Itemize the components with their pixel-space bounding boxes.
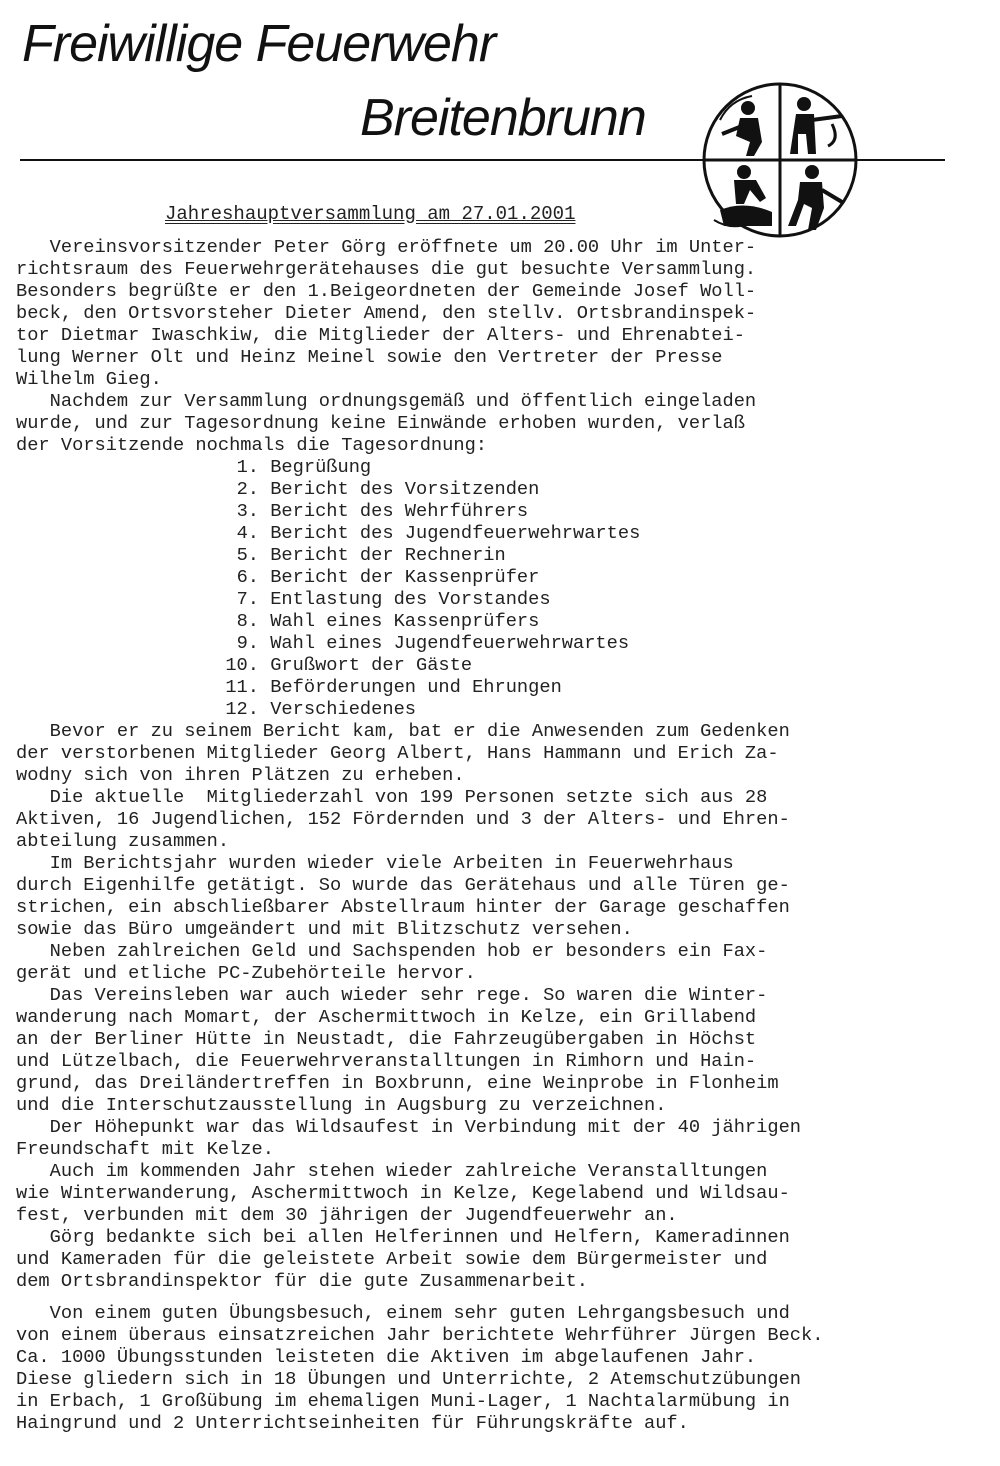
text-line: Ca. 1000 Übungsstunden leisteten die Aktiven im abgelaufenen Jahr. xyxy=(16,1346,757,1368)
agenda-item xyxy=(16,500,986,522)
text-line: tor Dietmar Iwaschkiw, die Mitglieder der Alters- und Ehrenabtei- xyxy=(16,324,745,346)
document-title: Jahreshauptversammlung am 27.01.2001 xyxy=(165,203,576,225)
agenda-text: Grußwort der Gäste xyxy=(270,654,473,676)
text-line: und Kameraden für die geleistete Arbeit sowie dem Bürgermeister und xyxy=(16,1248,768,1270)
text-line: Von einem guten Übungsbesuch, einem sehr guten Lehrgangsbesuch und xyxy=(16,1302,790,1324)
text-line: Diese gliedern sich in 18 Übungen und Unterrichte, 2 Atemschutzübungen xyxy=(16,1368,802,1390)
text-line: Bevor er zu seinem Bericht kam, bat er die Anwesenden zum Gedenken xyxy=(16,720,790,742)
closing-paragraph xyxy=(16,1302,986,1434)
agenda-item xyxy=(16,566,986,588)
agenda-item xyxy=(16,632,986,654)
text-line: und die Interschutzausstellung in Augsburg zu verzeichnen. xyxy=(16,1094,667,1116)
agenda-item xyxy=(16,522,986,544)
agenda-number: 8. xyxy=(236,610,259,632)
text-line: und Lützelbach, die Feuerwehrveranstalltungen in Rimhorn und Hain- xyxy=(16,1050,757,1072)
text-line: fest, verbunden mit dem 30 jährigen der Jugendfeuerwehr an. xyxy=(16,1204,678,1226)
agenda-text: Bericht des Wehrführers xyxy=(270,500,529,522)
text-line: lung Werner Olt und Heinz Meinel sowie den Vertreter der Presse xyxy=(16,346,723,368)
org-title-line2: Breitenbrunn xyxy=(360,89,646,147)
text-line: Neben zahlreichen Geld und Sachspenden hob er besonders ein Fax- xyxy=(16,940,768,962)
text-line: wie Winterwanderung, Aschermittwoch in Kelze, Kegelabend und Wildsau- xyxy=(16,1182,790,1204)
text-line: Vereinsvorsitzender Peter Görg eröffnete um 20.00 Uhr im Unter- xyxy=(16,236,757,258)
text-line: Nachdem zur Versammlung ordnungsgemäß und öffentlich eingeladen xyxy=(16,390,757,412)
text-line: durch Eigenhilfe getätigt. So wurde das Gerätehaus und alle Türen ge- xyxy=(16,874,790,896)
text-line: Der Höhepunkt war das Wildsaufest in Verbindung mit der 40 jährigen xyxy=(16,1116,802,1138)
agenda-number: 7. xyxy=(236,588,259,610)
agenda-text: Bericht des Jugendfeuerwehrwartes xyxy=(270,522,641,544)
agenda-item xyxy=(16,588,986,610)
text-line: strichen, ein abschließbarer Abstellraum hinter der Garage geschaffen xyxy=(16,896,790,918)
agenda-item xyxy=(16,698,986,720)
agenda-item xyxy=(16,544,986,566)
text-line: Das Vereinsleben war auch wieder sehr rege. So waren die Winter- xyxy=(16,984,768,1006)
agenda-number: 2. xyxy=(236,478,259,500)
agenda-number: 6. xyxy=(236,566,259,588)
agenda-item xyxy=(16,610,986,632)
document-body xyxy=(16,236,986,1434)
agenda-text: Verschiedenes xyxy=(270,698,417,720)
text-line: Freundschaft mit Kelze. xyxy=(16,1138,274,1160)
text-line: sowie das Büro umgeändert und mit Blitzschutz versehen. xyxy=(16,918,633,940)
text-line: Aktiven, 16 Jugendlichen, 152 Fördernden und 3 der Alters- und Ehren- xyxy=(16,808,790,830)
agenda-text: Beförderungen und Ehrungen xyxy=(270,676,562,698)
agenda-number: 1. xyxy=(236,456,259,478)
text-line: wurde, und zur Tagesordnung keine Einwände erhoben wurden, verlaß xyxy=(16,412,745,434)
text-line: an der Berliner Hütte in Neustadt, die Fahrzeugübergaben in Höchst xyxy=(16,1028,757,1050)
agenda-text: Bericht der Kassenprüfer xyxy=(270,566,540,588)
text-line: wodny sich von ihren Plätzen zu erheben. xyxy=(16,764,465,786)
text-line: grund, das Dreiländertreffen in Boxbrunn, eine Weinprobe in Flonheim xyxy=(16,1072,779,1094)
text-line: gerät und etliche PC-Zubehörteile hervor. xyxy=(16,962,476,984)
text-line: der Vorsitzende nochmals die Tagesordnung: xyxy=(16,434,488,456)
text-line: wanderung nach Momart, der Aschermittwoch in Kelze, ein Grillabend xyxy=(16,1006,757,1028)
agenda-list xyxy=(16,456,986,720)
text-line: Haingrund und 2 Unterrichtseinheiten für Führungskräfte auf. xyxy=(16,1412,689,1434)
agenda-text: Wahl eines Jugendfeuerwehrwartes xyxy=(270,632,630,654)
agenda-number: 10. xyxy=(225,654,259,676)
fire-brigade-emblem-icon xyxy=(700,80,860,240)
paragraph-gap xyxy=(16,1292,986,1302)
text-line: Görg bedankte sich bei allen Helferinnen und Helfern, Kameradinnen xyxy=(16,1226,790,1248)
text-line: Auch im kommenden Jahr stehen wieder zahlreiche Veranstalltungen xyxy=(16,1160,768,1182)
org-title-line1: Freiwillige Feuerwehr xyxy=(22,15,496,73)
text-line: Im Berichtsjahr wurden wieder viele Arbeiten in Feuerwehrhaus xyxy=(16,852,734,874)
agenda-text: Bericht des Vorsitzenden xyxy=(270,478,540,500)
text-line: dem Ortsbrandinspektor für die gute Zusammenarbeit. xyxy=(16,1270,588,1292)
agenda-text: Bericht der Rechnerin xyxy=(270,544,506,566)
text-line: Die aktuelle Mitgliederzahl von 199 Personen setzte sich aus 28 xyxy=(16,786,768,808)
agenda-text: Wahl eines Kassenprüfers xyxy=(270,610,540,632)
agenda-item xyxy=(16,676,986,698)
agenda-item xyxy=(16,654,986,676)
text-line: in Erbach, 1 Großübung im ehemaligen Muni-Lager, 1 Nachtalarmübung in xyxy=(16,1390,790,1412)
report-section xyxy=(16,720,986,1292)
text-line: Wilhelm Gieg. xyxy=(16,368,162,390)
agenda-item xyxy=(16,478,986,500)
intro-paragraph xyxy=(16,236,986,456)
agenda-number: 4. xyxy=(236,522,259,544)
text-line: der verstorbenen Mitglieder Georg Albert, Hans Hammann und Erich Za- xyxy=(16,742,779,764)
text-line: Besonders begrüßte er den 1.Beigeordneten der Gemeinde Josef Woll- xyxy=(16,280,757,302)
agenda-number: 3. xyxy=(236,500,259,522)
agenda-number: 5. xyxy=(236,544,259,566)
agenda-text: Entlastung des Vorstandes xyxy=(270,588,551,610)
agenda-item xyxy=(16,456,986,478)
agenda-number: 9. xyxy=(236,632,259,654)
text-line: von einem überaus einsatzreichen Jahr berichtete Wehrführer Jürgen Beck. xyxy=(16,1324,824,1346)
agenda-number: 12. xyxy=(225,698,259,720)
text-line: beck, den Ortsvorsteher Dieter Amend, den stellv. Ortsbrandinspek- xyxy=(16,302,757,324)
text-line: abteilung zusammen. xyxy=(16,830,230,852)
agenda-text: Begrüßung xyxy=(270,456,372,478)
agenda-number: 11. xyxy=(225,676,259,698)
text-line: richtsraum des Feuerwehrgerätehauses die gut besuchte Versammlung. xyxy=(16,258,757,280)
